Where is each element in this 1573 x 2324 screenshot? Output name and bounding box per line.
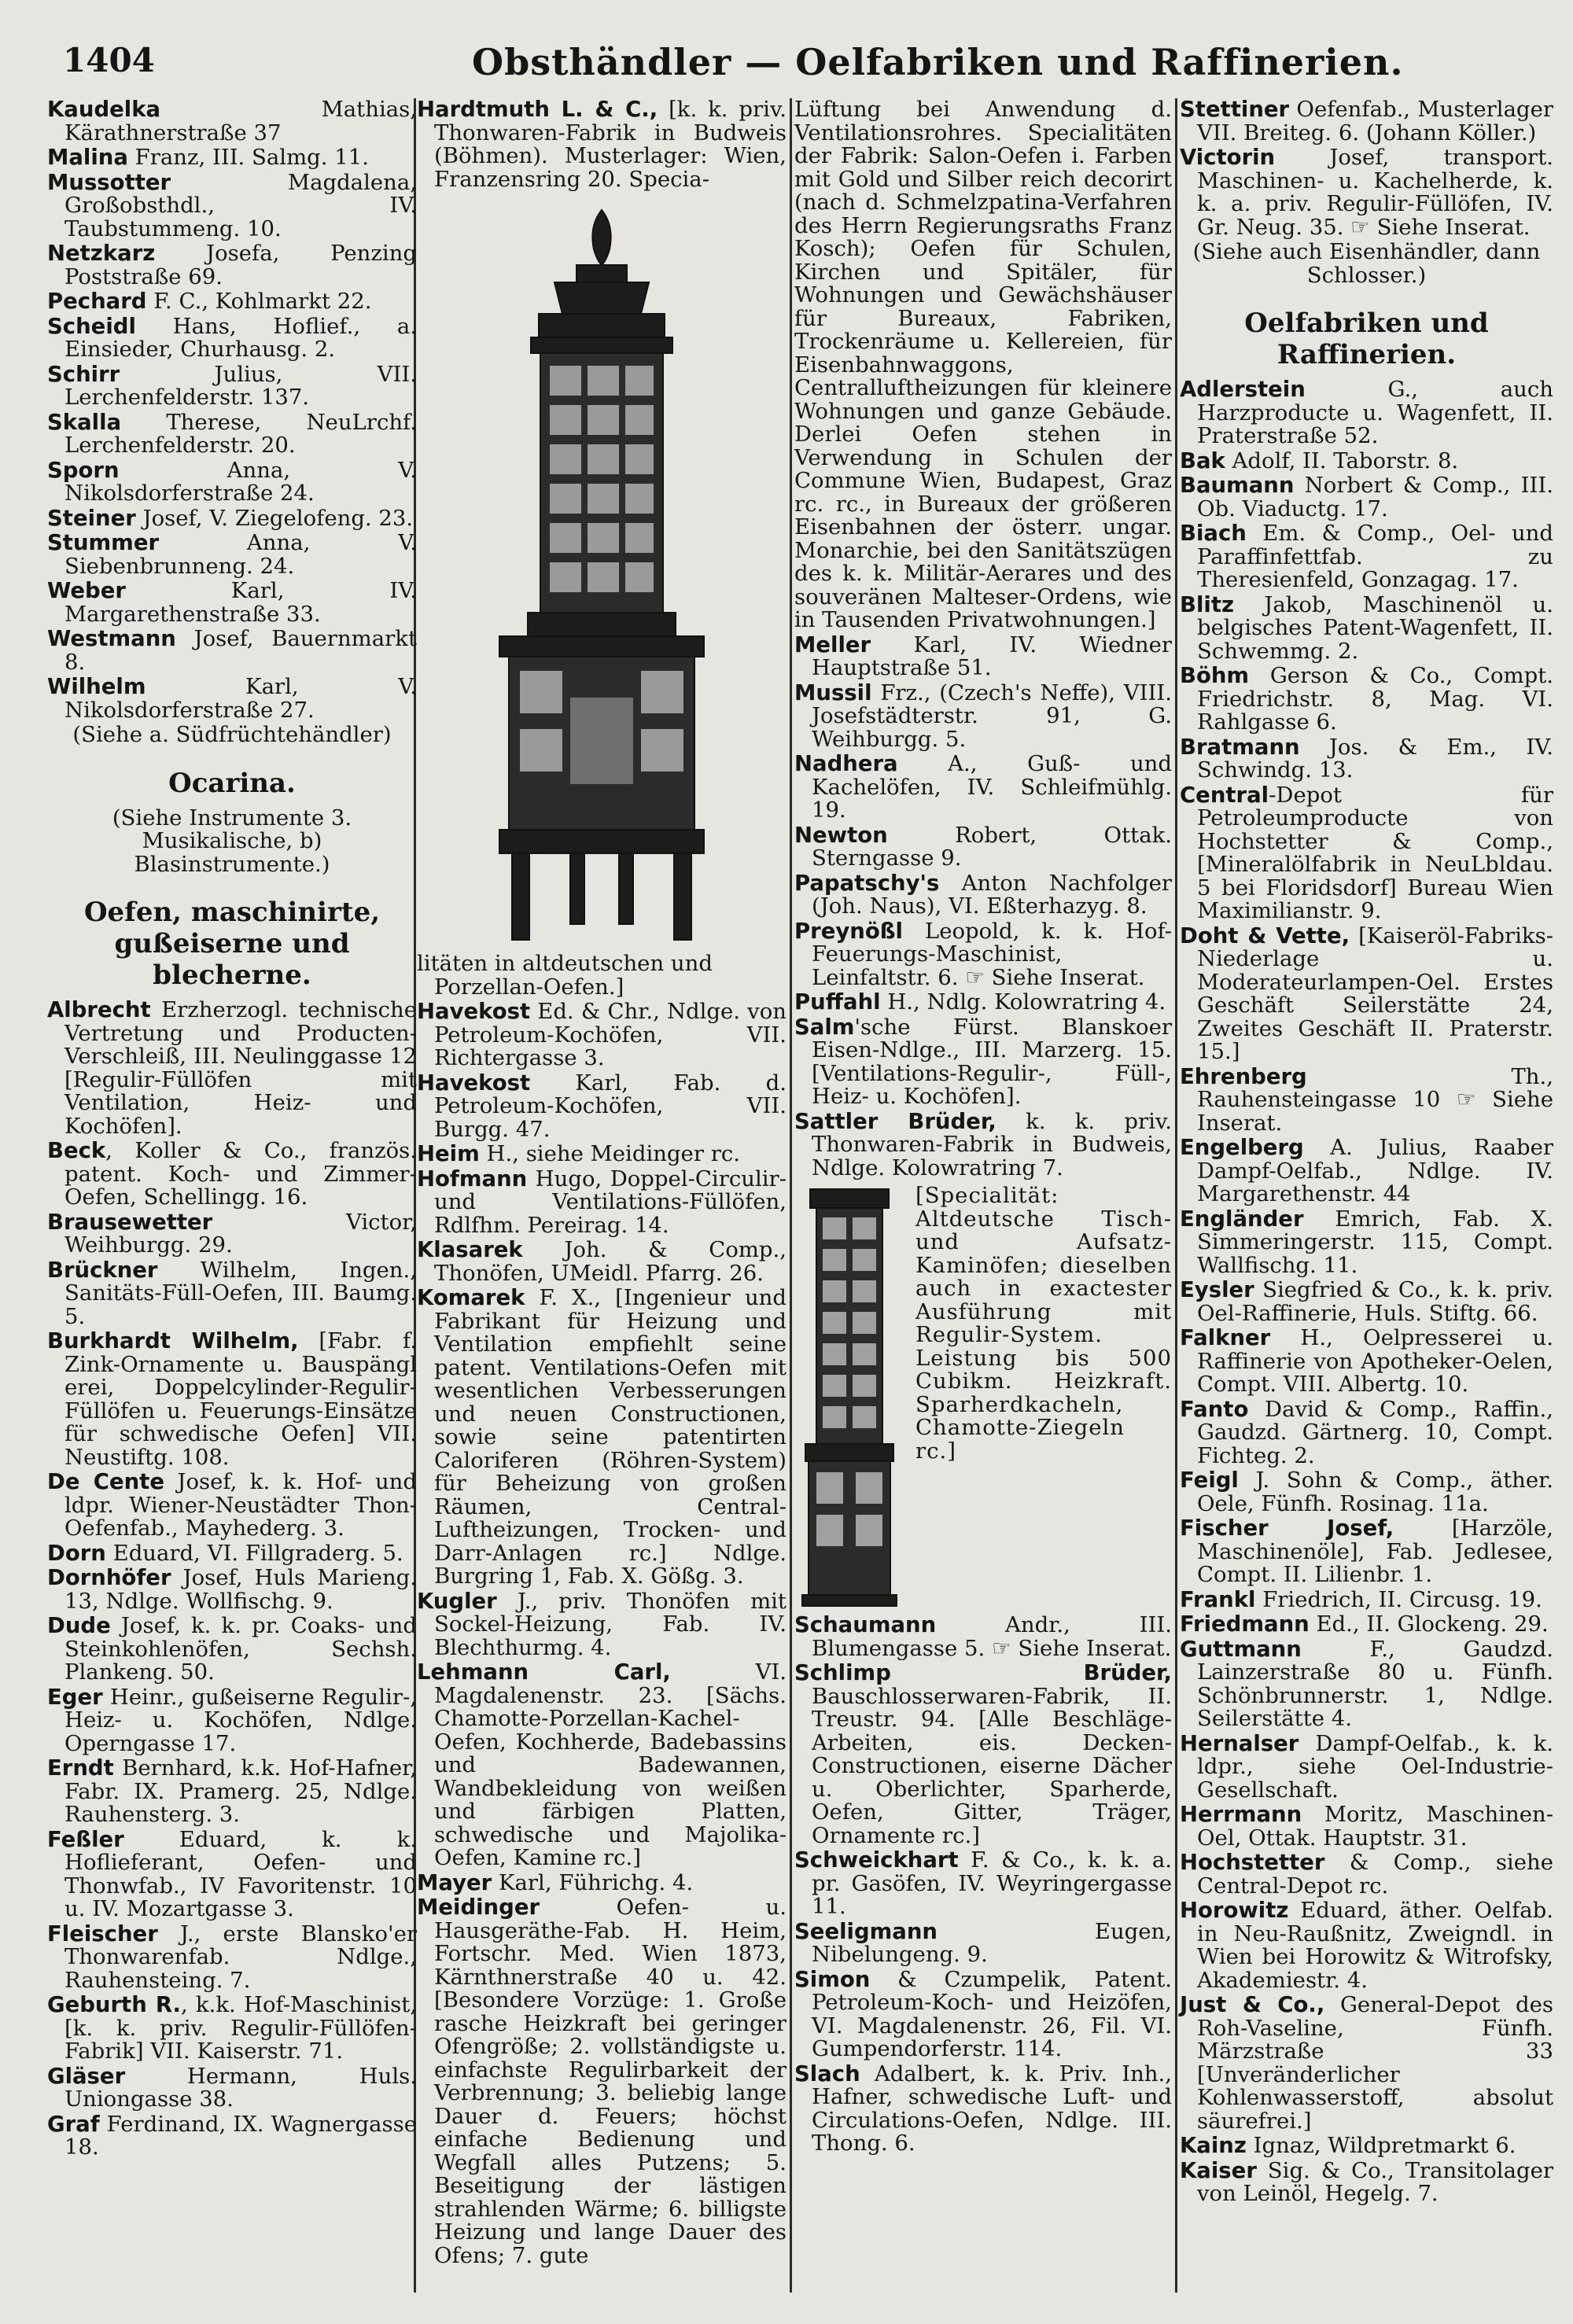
entry-text: Dampf-Oelfab., k. k. ldpr., siehe Oel-Industrie-Gesellschaft. (1197, 1730, 1553, 1803)
directory-entry (47, 2113, 417, 2160)
directory-entry (47, 459, 417, 506)
entry-text: Karl, Fab. d. Petroleum-Kochöfen, VII. Burgg. 47. (434, 1070, 786, 1142)
entry-name: Herrmann (1180, 1802, 1302, 1827)
directory-entry (47, 363, 417, 410)
directory-entry (1180, 1398, 1553, 1468)
entry-continuation: litäten in altdeutschen und Porzellan-Oefen.] (417, 951, 713, 1000)
column-rule (790, 98, 792, 2293)
entry-name: Papatschy's (794, 870, 940, 896)
directory-entry (1180, 736, 1553, 783)
directory-entry (417, 1896, 786, 2267)
entry-name: Blitz (1180, 591, 1234, 617)
entry-text: Joh. & Comp., Thonöfen, UMeidl. Pfarrg. 26. (434, 1237, 786, 1286)
entry-list (1180, 378, 1553, 2206)
directory-entry (47, 532, 417, 578)
entry-list (47, 999, 417, 2160)
entry-text: Josef, Huls Marieng. 13, Ndlge. Wollfischg. 9. (64, 1565, 417, 1614)
directory-entry (417, 1000, 786, 1070)
entry-text: Adalbert, k. k. Priv. Inh., Hafner, schwedische Luft- und Circulations-Oefen, Ndlge. III. Thong. 6. (812, 2061, 1172, 2156)
entry-name: Havekost (417, 1070, 531, 1096)
entry-text: [Kaiseröl-Fabriks-Niederlage u. Moderateurlampen-Oel. Erstes Geschäft Seilerstätte 24, Zweites Geschäft II. Praterstr. 15.] (1197, 923, 1553, 1064)
directory-entry (794, 1918, 1172, 1967)
directory-entry (417, 1239, 786, 1285)
entry-name: Biach (1180, 521, 1247, 546)
directory-entry (1180, 146, 1553, 239)
entry-name: Puffahl (794, 989, 881, 1015)
cross-reference-note: (Siehe a. Südfrüchtehändler) (72, 722, 392, 747)
directory-entry (47, 1140, 417, 1210)
entry-text: Hans, Hoflief., a. Einsieder, Churhausg. 2. (64, 313, 417, 362)
entry-text: Ed. & Chr., Ndlge. von Petroleum-Kochöfen, VII. Richtergasse 3. (434, 999, 786, 1070)
entry-name: Klasarek (417, 1237, 523, 1262)
directory-entry (1180, 1136, 1553, 1206)
entry-text: Frz., (Czech's Neffe), VIII. Josefstädterstr. 91, G. Weihburgg. 5. (812, 680, 1172, 752)
entry-name: Brausewetter (47, 1209, 213, 1235)
directory-entry (47, 1259, 417, 1329)
entry-name: Nadhera (794, 751, 898, 776)
directory-entry (1180, 1638, 1553, 1731)
directory-entry (47, 507, 417, 531)
entry-name: Geburth R. (47, 1992, 181, 2017)
entry-name: Schlimp Brüder, (794, 1660, 1172, 1685)
directory-entry (794, 872, 1172, 919)
sattler-advert (794, 1184, 1172, 1609)
entry-name: Hofmann (417, 1166, 528, 1191)
entry-text: Adolf, II. Taborstr. 8. (1225, 447, 1459, 473)
entry-name: Graf (47, 2111, 100, 2137)
entry-name: Gläser (47, 2063, 126, 2089)
entry-text: F. C., Kohlmarkt 22. (146, 289, 372, 314)
directory-entry (1180, 1613, 1553, 1637)
entry-text: k. k. priv. Thonwaren-Fabrik in Budweis, Ndlge. Kolowratring 7. (812, 1108, 1172, 1180)
directory-entry (1180, 378, 1553, 448)
directory-entry (47, 676, 417, 722)
directory-entry (1180, 2134, 1553, 2158)
directory-entry (47, 1471, 417, 1541)
directory-entry (1180, 665, 1553, 735)
entry-name: Wilhelm (47, 674, 146, 699)
directory-entry (794, 991, 1172, 1015)
directory-entry (47, 999, 417, 1138)
page-header (63, 41, 1542, 88)
entry-text: Ed., II. Glockeng. 29. (1309, 1611, 1549, 1637)
directory-entry (47, 1757, 417, 1827)
entry-name: Feßler (47, 1826, 124, 1852)
entry-name: Steiner (47, 505, 136, 531)
directory-entry (47, 1923, 417, 1993)
entry-name: Fischer Josef, (1180, 1516, 1394, 1541)
entry-name: Simon (794, 1966, 871, 1992)
entry-text: [k. k. priv. Thonwaren-Fabrik in Budweis (Böhmen). Musterlager: Wien, Franzensring 20. Specia- (434, 97, 786, 192)
entry-name: Stummer (47, 530, 160, 555)
directory-entry (794, 634, 1172, 680)
entry-name: Fanto (1180, 1396, 1249, 1422)
entry-name: Meller (794, 632, 871, 657)
entry-name: Weber (47, 578, 126, 603)
directory-entry (794, 1614, 1172, 1660)
entry-name: Erndt (47, 1755, 114, 1781)
cross-reference-note: (Siehe Instrumente 3. Musikalische, b) Blasinstrumente.) (112, 805, 352, 877)
entry-text: Eduard, VI. Fillgraderg. 5. (105, 1540, 403, 1566)
entry-name: Malina (47, 145, 128, 170)
entry-text: Victor, Weihburgg. 29. (64, 1209, 417, 1258)
entry-name: Central (1180, 782, 1269, 808)
entry-text: Em. & Comp., Oel- und Paraffinfettfab. zu Theresienfeld, Gonzagag. 17. (1197, 521, 1553, 592)
entry-name: Stettiner (1180, 97, 1290, 122)
entry-name: Sattler Brüder, (794, 1108, 996, 1134)
directory-entry (794, 2063, 1172, 2156)
entry-text: F., Gaudzd. Lainzerstraße 80 u. Fünfh. Schönbrunnerstr. 1, Ndlge. Seilerstätte 4. (1197, 1636, 1553, 1731)
entry-text: Eduard, k. k. Hoflieferant, Oefen- und Thonwfab., IV Favoritenstr. 10 u. IV. Mozartgasse 3. (64, 1826, 417, 1921)
entry-name: Hochstetter (1180, 1850, 1325, 1875)
entry-name: Ehrenberg (1180, 1063, 1307, 1089)
entry-name: Frankl (1180, 1586, 1256, 1612)
entry-text: , Koller & Co., französ. patent. Koch- und Zimmer-Oefen, Schellingg. 16. (64, 1138, 417, 1210)
entry-name: Westmann (47, 626, 176, 651)
entry-text: Karl, Führichg. 4. (492, 1869, 694, 1895)
entry-name: Albrecht (47, 997, 151, 1022)
directory-entry (47, 242, 417, 289)
entry-text: Magdalena, Großobsthdl., IV. Taubstummeng. 10. (64, 169, 417, 241)
entry-name: Kaiser (1180, 2157, 1257, 2183)
entry-text: Friedrich, II. Circusg. 19. (1255, 1586, 1542, 1612)
entry-text: Wilhelm, Ingen., Sanitäts-Füll-Oefen, III. Baumg. 5. (64, 1257, 417, 1329)
tile-stove-illustration-small (794, 1184, 904, 1609)
entry-text: J., priv. Thonöfen mit Sockel-Heizung, Fab. IV. Blechthurmg. 4. (434, 1588, 786, 1660)
directory-entry (1180, 591, 1553, 664)
entry-name: Engländer (1180, 1206, 1304, 1232)
directory-entry (47, 171, 417, 241)
entry-name: Victorin (1180, 145, 1276, 170)
entry-text: General-Depot des Roh-Vaseline, Fünfh. Märzstraße 33 [Unveränderlicher Kohlenwasserstoff, absolut säurefrei.] (1197, 1992, 1553, 2134)
directory-entry (1180, 1803, 1553, 1850)
entry-name: Feigl (1180, 1468, 1239, 1493)
column-2 (417, 98, 786, 2269)
directory-entry (47, 1211, 417, 1258)
entry-name: Horowitz (1180, 1898, 1289, 1923)
entry-text: Anton Nachfolger (Joh. Naus), VI. Eßterhazyg. 8. (812, 870, 1172, 919)
entry-text: Leopold, k. k. Hof-Feuerungs-Maschinist, Leinfaltstr. 6. ☞ Siehe Inserat. (812, 918, 1172, 990)
directory-entry (1180, 784, 1553, 923)
directory-entry (1180, 1517, 1553, 1587)
directory-entry (47, 411, 417, 458)
entry-text: J., erste Blansko'er Thonwarenfab. Ndlge., Rauhensteing. 7. (64, 1921, 417, 1993)
directory-entry (47, 1826, 417, 1921)
entry-name: Schirr (47, 361, 120, 387)
directory-entry (1180, 1994, 1553, 2133)
cross-reference-note: (Siehe auch Eisenhändler, dann Schlosser.) (1192, 239, 1541, 288)
entry-text: 'sche Fürst. Blanskoer Eisen-Ndlge., III. Marzerg. 15. [Ventilations-Regulir-, Füll-, Heiz- u. Kochöfen]. (812, 1014, 1172, 1109)
entry-name: Mussotter (47, 169, 171, 195)
directory-entry (1180, 1208, 1553, 1278)
entry-text: Andr., III. Blumengasse 5. ☞ Siehe Inserat. (812, 1612, 1172, 1661)
entry-text: Oefen- u. Hausgeräthe-Fab. H. Heim, Fortschr. Med. Wien 1873, Kärnthnerstraße 40 u. 42. [Besondere Vorzüge: 1. Große rasche Heizkraft bei geringer Ofengröße; 2. vollständigste u. einfachste Regulirbarkeit der Verbrennung; 3. beliebig lange Dauer d. Feuers; höchst einfache Bedienung und Wegfall alles Putzens; 5. Beseitigung der lästigen strahlenden Wärme; 6. billigste Heizung und lange Dauer des Ofens; 7. gute (434, 1895, 786, 2268)
column-3 (794, 98, 1172, 2157)
directory-entry (47, 580, 417, 626)
entry-continuation: Lüftung bei Anwendung d. Ventilationsrohres. Specialitäten der Fabrik: Salon-Oefen i. Farben mit Gold und Silber reich decorirt (nach d. Schmelzpatina-Verfahren des Herrn Regierungsraths Franz Kosch); Oefen für Schulen, Kirchen und Spitäler, für Wohnungen und Gewächshäuser für Bureaux, Fabriken, Trockenräume u. Kellereien, für Eisenbahnwaggons, Centralluftheizungen für kleinere Wohnungen und ganze Gebäude. Derlei Oefen stehen in Verwendung in Schulen der Commune Wien, Budapest, Graz rc. rc., in Bureaux der größeren Eisenbahnen der österr. ungar. Monarchie, bei den Sanitätszügen des k. k. Militär-Aerares und des souveränen Malteser-Ordens, wie in Tausenden Privatwohnungen.] (794, 97, 1172, 632)
entry-text: Ferdinand, IX. Wagnergasse 18. (64, 2111, 417, 2160)
directory-entry (1180, 1851, 1553, 1898)
entry-text: H., Ndlg. Kolowratring 4. (880, 989, 1166, 1015)
entry-text: & Comp., siehe Central-Depot rc. (1197, 1850, 1553, 1899)
entry-name: Dude (47, 1613, 111, 1638)
entry-name: Dornhöfer (47, 1565, 171, 1590)
directory-entry (1180, 1586, 1553, 1612)
directory-entry (794, 682, 1172, 752)
entry-name: Hardtmuth L. & C., (417, 97, 658, 122)
entry-text: A. Julius, Raaber Dampf-Oelfab., Ndlge. IV. Margarethenstr. 44 (1197, 1135, 1553, 1206)
page-number: 1404 (63, 41, 155, 79)
directory-entry (47, 628, 417, 674)
entry-text: Anna, V. Nikolsdorferstraße 24. (64, 457, 417, 506)
entry-list (794, 634, 1172, 1180)
directory-entry (417, 1590, 786, 1660)
directory-entry (1180, 1899, 1553, 1992)
entry-text: Jos. & Em., IV. Schwindg. 13. (1197, 734, 1553, 783)
entry-name: Eger (47, 1684, 103, 1710)
entry-text: Karl, IV. Wiedner Hauptstraße 51. (812, 632, 1172, 680)
entry-text: Josef, transport. Maschinen- u. Kachelherde, k. k. a. priv. Regulir-Füllöfen, IV. Gr. Neug. 35. ☞ Siehe Inserat. (1197, 145, 1553, 240)
directory-entry (794, 920, 1172, 990)
directory-entry (47, 1615, 417, 1685)
entry-text: Jakob, Maschinenöl u. belgisches Patent-Wagenfett, II. Schwemmg. 2. (1197, 591, 1553, 664)
directory-entry (417, 1661, 786, 1870)
entry-name: De Cente (47, 1469, 164, 1494)
directory-entry (417, 1287, 786, 1589)
directory-entry (1180, 522, 1553, 592)
entry-text: F. X., [Ingenieur und Fabrikant für Heizung und Ventilation empfiehlt seine patent. Ventilations-Oefen mit wesentlichen Verbesserungen und neuen Constructionen, sowie seine patentirten Caloriferen (Röhren-System) für Beheizung von großen Räumen, Central-Luftheizungen, Trocken- und Darr-Anlagen rc.] Ndlge. Burgring 1, Fab. X. Gößg. 3. (434, 1285, 786, 1589)
entry-text: A., Guß- und Kachelöfen, IV. Schleifmühlg. 19. (812, 751, 1172, 823)
entry-text: Karl, V. Nikolsdorferstraße 27. (64, 674, 417, 723)
directory-entry (417, 1168, 786, 1238)
entry-text: Anna, V. Siebenbrunneng. 24. (64, 530, 417, 579)
directory-entry (794, 753, 1172, 823)
entry-name: Guttmann (1180, 1636, 1302, 1662)
tiled-stove-illustration (484, 194, 720, 949)
entry-text: [Fabr. f. Zink-Ornamente u. Bauspängl erei, Doppelcylinder-Regulir-Füllöfen u. Feuerungs-Einsätze für schwedische Oefen] VII. Neustiftg. 108. (64, 1328, 417, 1470)
entry-text: Franz, III. Salmg. 11. (127, 145, 369, 170)
entry-name: Sporn (47, 457, 120, 483)
specialty-text: [Specialität: Altdeutsche Tisch- und Aufsatz-Kaminöfen; dieselben auch in exactester Ausführung mit Regulir-System. Leistung bis 500 Cubikm. Heizkraft. Sparherdkacheln, Chamotte-Ziegeln rc.] (915, 1183, 1172, 1464)
entry-name: Schaumann (794, 1612, 937, 1637)
column-rule (1175, 98, 1177, 2293)
entry-text: Karl, IV. Margarethenstraße 33. (64, 578, 417, 627)
directory-entry (417, 98, 786, 191)
entry-name: Komarek (417, 1285, 525, 1310)
entry-name: Brückner (47, 1257, 158, 1283)
entry-name: Beck (47, 1138, 106, 1163)
entry-name: Baumann (1180, 473, 1295, 498)
entry-name: Schweickhart (794, 1847, 959, 1873)
entry-name: Falkner (1180, 1325, 1271, 1350)
entry-text: Siegfried & Co., k. k. priv. Oel-Raffinerie, Huls. Stiftg. 66. (1197, 1277, 1553, 1326)
directory-entry (1180, 925, 1553, 1064)
entry-name: Friedmann (1180, 1611, 1310, 1637)
directory-entry (1180, 1327, 1553, 1397)
directory-entry (1180, 447, 1553, 473)
directory-entry (47, 2065, 417, 2112)
directory-entry (47, 1567, 417, 1613)
entry-name: Burkhardt Wilhelm, (47, 1328, 299, 1354)
entry-list (47, 98, 417, 722)
entry-text: David & Comp., Raffin., Gaudzd. Gärtnerg. 10, Compt. Fichteg. 2. (1197, 1396, 1553, 1468)
entry-text: Josefa, Penzing Poststraße 69. (64, 241, 417, 289)
section-heading-ocarina: Ocarina. (168, 767, 296, 799)
entry-list (417, 1000, 786, 2267)
entry-text: VI. Magdalenenstr. 23. [Sächs. Chamotte-Porzellan-Kachel-Oefen, Kochherde, Badebassins und Badewannen, Wandbekleidung von weißen und färbigen Platten, schwedische und Majolika-Oefen, Kamine rc.] (434, 1659, 786, 1870)
entry-name: Newton (794, 822, 888, 848)
directory-entry (47, 1686, 417, 1756)
entry-text: Josef, Bauernmarkt 8. (64, 626, 417, 675)
entry-text: Hugo, Doppel-Circulir- und Ventilations-Füllöfen, Rdlfhm. Pereirag. 14. (434, 1166, 786, 1238)
entry-name: Fleischer (47, 1921, 158, 1946)
entry-text: Josef, k. k. pr. Coaks- und Steinkohlenöfen, Sechsh. Plankeng. 50. (64, 1613, 417, 1685)
entry-name: Heim (417, 1141, 480, 1166)
entry-name: Netzkarz (47, 241, 156, 266)
directory-entry (794, 1110, 1172, 1180)
entry-name: Dorn (47, 1540, 106, 1566)
entry-list (417, 98, 786, 191)
entry-text: Josef, k. k. Hof- und ldpr. Wiener-Neustädter Thon-Oefenfab., Mayhederg. 3. (64, 1469, 417, 1541)
entry-text: Bauschlosserwaren-Fabrik, II. Treustr. 94. [Alle Beschläge-Arbeiten, eis. Decken-Constructionen, eiserne Dächer u. Oberlichter, Sparherde, Oefen, Gitter, Träger, Ornamente rc.] (812, 1683, 1172, 1848)
entry-text: Julius, VII. Lerchenfelderstr. 137. (64, 361, 417, 410)
entry-name: Eysler (1180, 1277, 1254, 1302)
directory-entry (794, 1849, 1172, 1919)
entry-text: Oefenfab., Musterlager VII. Breiteg. 6. (Johann Köller.) (1197, 97, 1553, 145)
entry-text: H., siehe Meidinger rc. (479, 1141, 740, 1166)
entry-text: Josef, V. Ziegelofeng. 23. (135, 505, 414, 531)
directory-entry (47, 1994, 417, 2064)
entry-name: Havekost (417, 999, 531, 1024)
directory-entry (1180, 2157, 1553, 2206)
directory-entry (47, 1330, 417, 1469)
entry-name: Just & Co., (1180, 1992, 1325, 2017)
entry-text: Norbert & Comp., III. Ob. Viaductg. 17. (1197, 473, 1553, 521)
entry-name: Kaudelka (47, 97, 161, 122)
entry-name: Kugler (417, 1588, 497, 1614)
entry-name: Engelberg (1180, 1135, 1304, 1160)
entry-name: Mayer (417, 1869, 492, 1895)
entry-text: Erzherzogl. technische Vertretung und Producten-Verschleiß, III. Neulinggasse 12 [Regulir-Füllöfen mit Ventilation, Heiz- und Kochöfen]. (64, 997, 417, 1139)
section-heading-oefen: Oefen, maschinirte, gußeiserne und blecherne. (83, 897, 381, 991)
entry-text: , k.k. Hof-Maschinist, [k. k. priv. Regulir-Füllöfen-Fabrik] VII. Kaiserstr. 71. (64, 1992, 417, 2064)
entry-text: G., auch Harzproducte u. Wagenfett, II. Praterstraße 52. (1197, 377, 1553, 448)
entry-name: Meidinger (417, 1895, 540, 1920)
entry-text: Eduard, äther. Oelfab. in Neu-Raußnitz, Zweigndl. in Wien bei Horowitz & Witrofsky, Akademiestr. 4. (1197, 1898, 1553, 1993)
entry-text: -Depot für Petroleumproducte von Hochstetter & Comp., [Mineralölfabrik in NeuLbldau. 5 bei Floridsdorf] Bureau Wien Maximilianstr. 9. (1197, 782, 1553, 923)
entry-name: Doht & Vette, (1180, 923, 1350, 948)
entry-name: Pechard (47, 289, 147, 314)
entry-text: [Harzöle, Maschinenöle], Fab. Jedlesee, Compt. II. Lilienbr. 1. (1197, 1516, 1553, 1587)
entry-text: Th., Rauhensteingasse 10 ☞ Siehe Inserat. (1197, 1063, 1553, 1136)
directory-entry (47, 146, 417, 170)
directory-entry (1180, 1063, 1553, 1136)
entry-text: J. Sohn & Comp., äther. Oele, Fünfh. Rosinag. 11a. (1197, 1468, 1553, 1516)
directory-entry (47, 315, 417, 362)
entry-name: Mussil (794, 680, 872, 705)
directory-entry (794, 1662, 1172, 1847)
entry-name: Preynößl (794, 918, 903, 944)
entry-text: Sig. & Co., Transitolager von Leinöl, Hegelg. 7. (1197, 2157, 1553, 2206)
entry-list (794, 1614, 1172, 2156)
entry-name: Lehmann Carl, (417, 1659, 671, 1685)
entry-text: Ignaz, Wildpretmarkt 6. (1246, 2133, 1516, 2158)
entry-text: H., Oelpresserei u. Raffinerie von Apotheker-Oelen, Compt. VIII. Albertg. 10. (1197, 1325, 1553, 1397)
directory-entry (794, 1966, 1172, 2061)
entry-text: Eugen, Nibelungeng. 9. (812, 1918, 1172, 1967)
directory-entry (794, 1016, 1172, 1109)
entry-text: Hermann, Huls. Uniongasse 38. (64, 2063, 417, 2112)
directory-entry (417, 1869, 786, 1895)
entry-name: Böhm (1180, 663, 1250, 688)
directory-entry (417, 1072, 786, 1142)
directory-entry (47, 290, 417, 314)
entry-text: Bernhard, k.k. Hof-Hafner, Fabr. IX. Pramerg. 25, Ndlge. Rauhensterg. 3. (64, 1755, 417, 1827)
entry-name: Salm (794, 1014, 855, 1040)
directory-entry (47, 98, 417, 145)
entry-text: Robert, Ottak. Sterngasse 9. (812, 822, 1172, 871)
page-title: Obsthändler — Oelfabriken und Raffinerien. (472, 41, 1404, 83)
entry-name: Skalla (47, 409, 122, 435)
entry-name: Bratmann (1180, 734, 1300, 760)
directory-entry (1180, 474, 1553, 521)
directory-entry (47, 1542, 417, 1566)
entry-name: Seeligmann (794, 1918, 938, 1944)
directory-entry (1180, 1730, 1553, 1803)
entry-text: Emrich, Fab. X. Simmeringerstr. 115, Compt. Wallfischg. 11. (1197, 1206, 1553, 1278)
column-1 (47, 98, 417, 2161)
entry-list (1180, 98, 1553, 239)
directory-entry (1180, 1279, 1553, 1325)
directory-entry (1180, 1469, 1553, 1516)
entry-text: Mathias, Kärathnerstraße 37 (64, 97, 417, 145)
entry-text: Gerson & Co., Compt. Friedrichstr. 8, Mag. VI. Rahlgasse 6. (1197, 663, 1553, 735)
entry-name: Adlerstein (1180, 377, 1306, 402)
entry-name: Kainz (1180, 2133, 1247, 2158)
directory-entry (794, 824, 1172, 871)
section-heading-oelfabriken: Oelfabriken und Raffinerien. (1244, 308, 1489, 370)
entry-text: Heinr., gußeiserne Regulir-, Heiz- u. Kochöfen, Ndlge. Operngasse 17. (64, 1684, 417, 1756)
entry-name: Slach (794, 2061, 860, 2086)
entry-name: Hernalser (1180, 1730, 1299, 1756)
entry-name: Bak (1180, 447, 1225, 473)
directory-entry (1180, 98, 1553, 145)
entry-text: F. & Co., k. k. a. pr. Gasöfen, IV. Weyringergasse 11. (812, 1847, 1172, 1919)
entry-text: Moritz, Maschinen-Oel, Ottak. Hauptstr. 31. (1197, 1802, 1553, 1851)
entry-text: & Czumpelik, Patent. Petroleum-Koch- und Heizöfen, VI. Magdalenenstr. 26, Fil. VI. Gumpendorferstr. 114. (812, 1966, 1172, 2061)
entry-text: Therese, NeuLrchf. Lerchenfelderstr. 20. (64, 409, 417, 458)
entry-name: Scheidl (47, 313, 136, 339)
directory-entry (417, 1143, 786, 1166)
column-4 (1180, 98, 1553, 2208)
